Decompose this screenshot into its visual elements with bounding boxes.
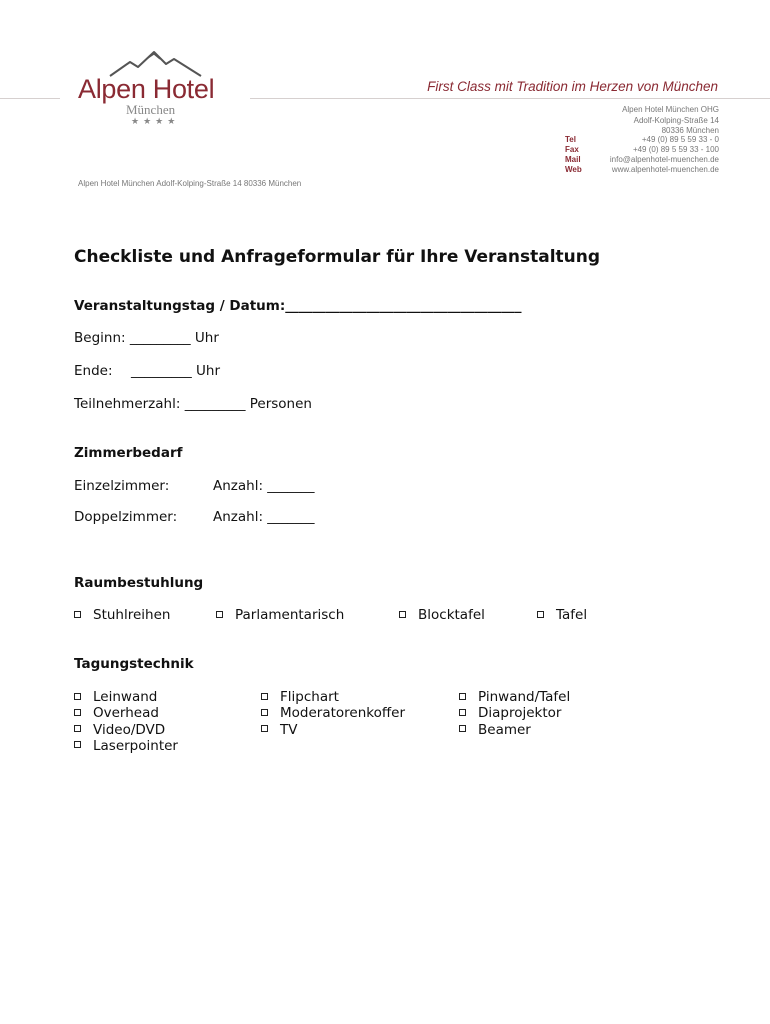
brand-stars: ★★★★ [131, 117, 180, 127]
tech-column-3 [459, 689, 570, 738]
contact-row [565, 145, 719, 155]
end-time-label: Ende: [74, 363, 113, 379]
tech-option-label: Moderatorenkoffer [280, 705, 406, 722]
tech-option-label: Beamer [478, 721, 531, 738]
tech-option[interactable] [261, 722, 405, 738]
contact-row [565, 165, 719, 175]
tech-option-label: Leinwand [93, 689, 158, 705]
contact-label: Fax [565, 145, 579, 154]
tech-option[interactable] [459, 705, 570, 721]
checkbox[interactable] [459, 725, 466, 732]
seating-option-label: Tafel [556, 607, 588, 623]
tech-option-label: TV [280, 721, 298, 738]
checkbox[interactable] [537, 611, 544, 618]
tech-option[interactable] [74, 722, 178, 738]
tech-column-1 [74, 689, 178, 754]
checkbox[interactable] [74, 709, 81, 716]
checkbox[interactable] [261, 693, 268, 700]
checkbox[interactable] [399, 611, 406, 618]
contact-value: info@alpenhotel-muenchen.de [609, 155, 719, 164]
company-line: Adolf-Kolping-Straße 14 [633, 115, 719, 125]
checkbox[interactable] [261, 709, 268, 716]
contact-label: Web [565, 165, 582, 174]
contact-value: www.alpenhotel-muenchen.de [611, 165, 719, 174]
company-line: 80336 München [661, 126, 719, 135]
tech-option[interactable] [261, 705, 405, 721]
tech-option[interactable] [74, 705, 178, 721]
company-line: Alpen Hotel München OHG [622, 105, 719, 114]
end-time-field[interactable]: _________ Uhr [131, 363, 221, 379]
seating-option[interactable] [216, 607, 344, 623]
event-date-field[interactable]: Veranstaltungstag / Datum:___________________________________ [74, 298, 522, 314]
company-address [622, 105, 719, 137]
checkbox[interactable] [459, 693, 466, 700]
brand-city: München [126, 102, 176, 117]
contact-row [565, 155, 719, 165]
begin-time-field[interactable]: Beginn: _________ Uhr [74, 330, 219, 346]
tech-option-label: Pinwand/Tafel [478, 689, 571, 705]
tech-heading: Tagungstechnik [74, 656, 194, 672]
tech-option[interactable] [261, 689, 405, 705]
header-rule-right [250, 98, 770, 99]
page-title: Checkliste und Anfrageformular für Ihre Veranstaltung [74, 247, 601, 267]
brand-name: Alpen Hotel [78, 74, 215, 104]
participants-field[interactable]: Teilnehmerzahl: _________ Personen [74, 396, 312, 412]
tech-option-label: Video/DVD [93, 721, 166, 738]
seating-option-label: Stuhlreihen [93, 607, 171, 623]
sender-line: Alpen Hotel München Adolf-Kolping-Straße 14 80336 München [78, 179, 302, 188]
double-room-count-field[interactable]: Anzahl: _______ [213, 509, 315, 525]
header-rule-left [0, 98, 60, 99]
tech-option[interactable] [459, 689, 570, 705]
seating-option[interactable] [537, 607, 587, 623]
rooms-heading: Zimmerbedarf [74, 445, 183, 461]
tech-option[interactable] [74, 689, 178, 705]
seating-heading: Raumbestuhlung [74, 575, 204, 591]
contact-block [565, 135, 719, 175]
checkbox[interactable] [74, 725, 81, 732]
checkbox[interactable] [459, 709, 466, 716]
contact-row [565, 135, 719, 145]
tech-option-label: Flipchart [280, 689, 339, 705]
checkbox[interactable] [74, 693, 81, 700]
tech-column-2 [261, 689, 405, 738]
single-room-label: Einzelzimmer: [74, 478, 170, 494]
seating-option[interactable] [74, 607, 170, 623]
tech-option-label: Diaprojektor [478, 705, 562, 722]
checkbox[interactable] [74, 611, 81, 618]
contact-label: Mail [565, 155, 581, 164]
double-room-label: Doppelzimmer: [74, 509, 178, 525]
contact-label: Tel [565, 135, 576, 144]
contact-value: +49 (0) 89 5 59 33 - 0 [641, 135, 719, 144]
checkbox[interactable] [74, 741, 81, 748]
contact-value: +49 (0) 89 5 59 33 - 100 [632, 145, 719, 154]
tagline: First Class mit Tradition im Herzen von München [427, 79, 718, 94]
tech-option[interactable] [74, 738, 178, 754]
seating-option-label: Parlamentarisch [235, 607, 345, 623]
seating-option[interactable] [399, 607, 485, 623]
seating-option-label: Blocktafel [418, 607, 485, 623]
tech-option-label: Overhead [93, 705, 159, 722]
tech-option-label: Laserpointer [93, 737, 178, 754]
checkbox[interactable] [261, 725, 268, 732]
single-room-count-field[interactable]: Anzahl: _______ [213, 478, 315, 494]
tech-option[interactable] [459, 722, 570, 738]
checkbox[interactable] [216, 611, 223, 618]
